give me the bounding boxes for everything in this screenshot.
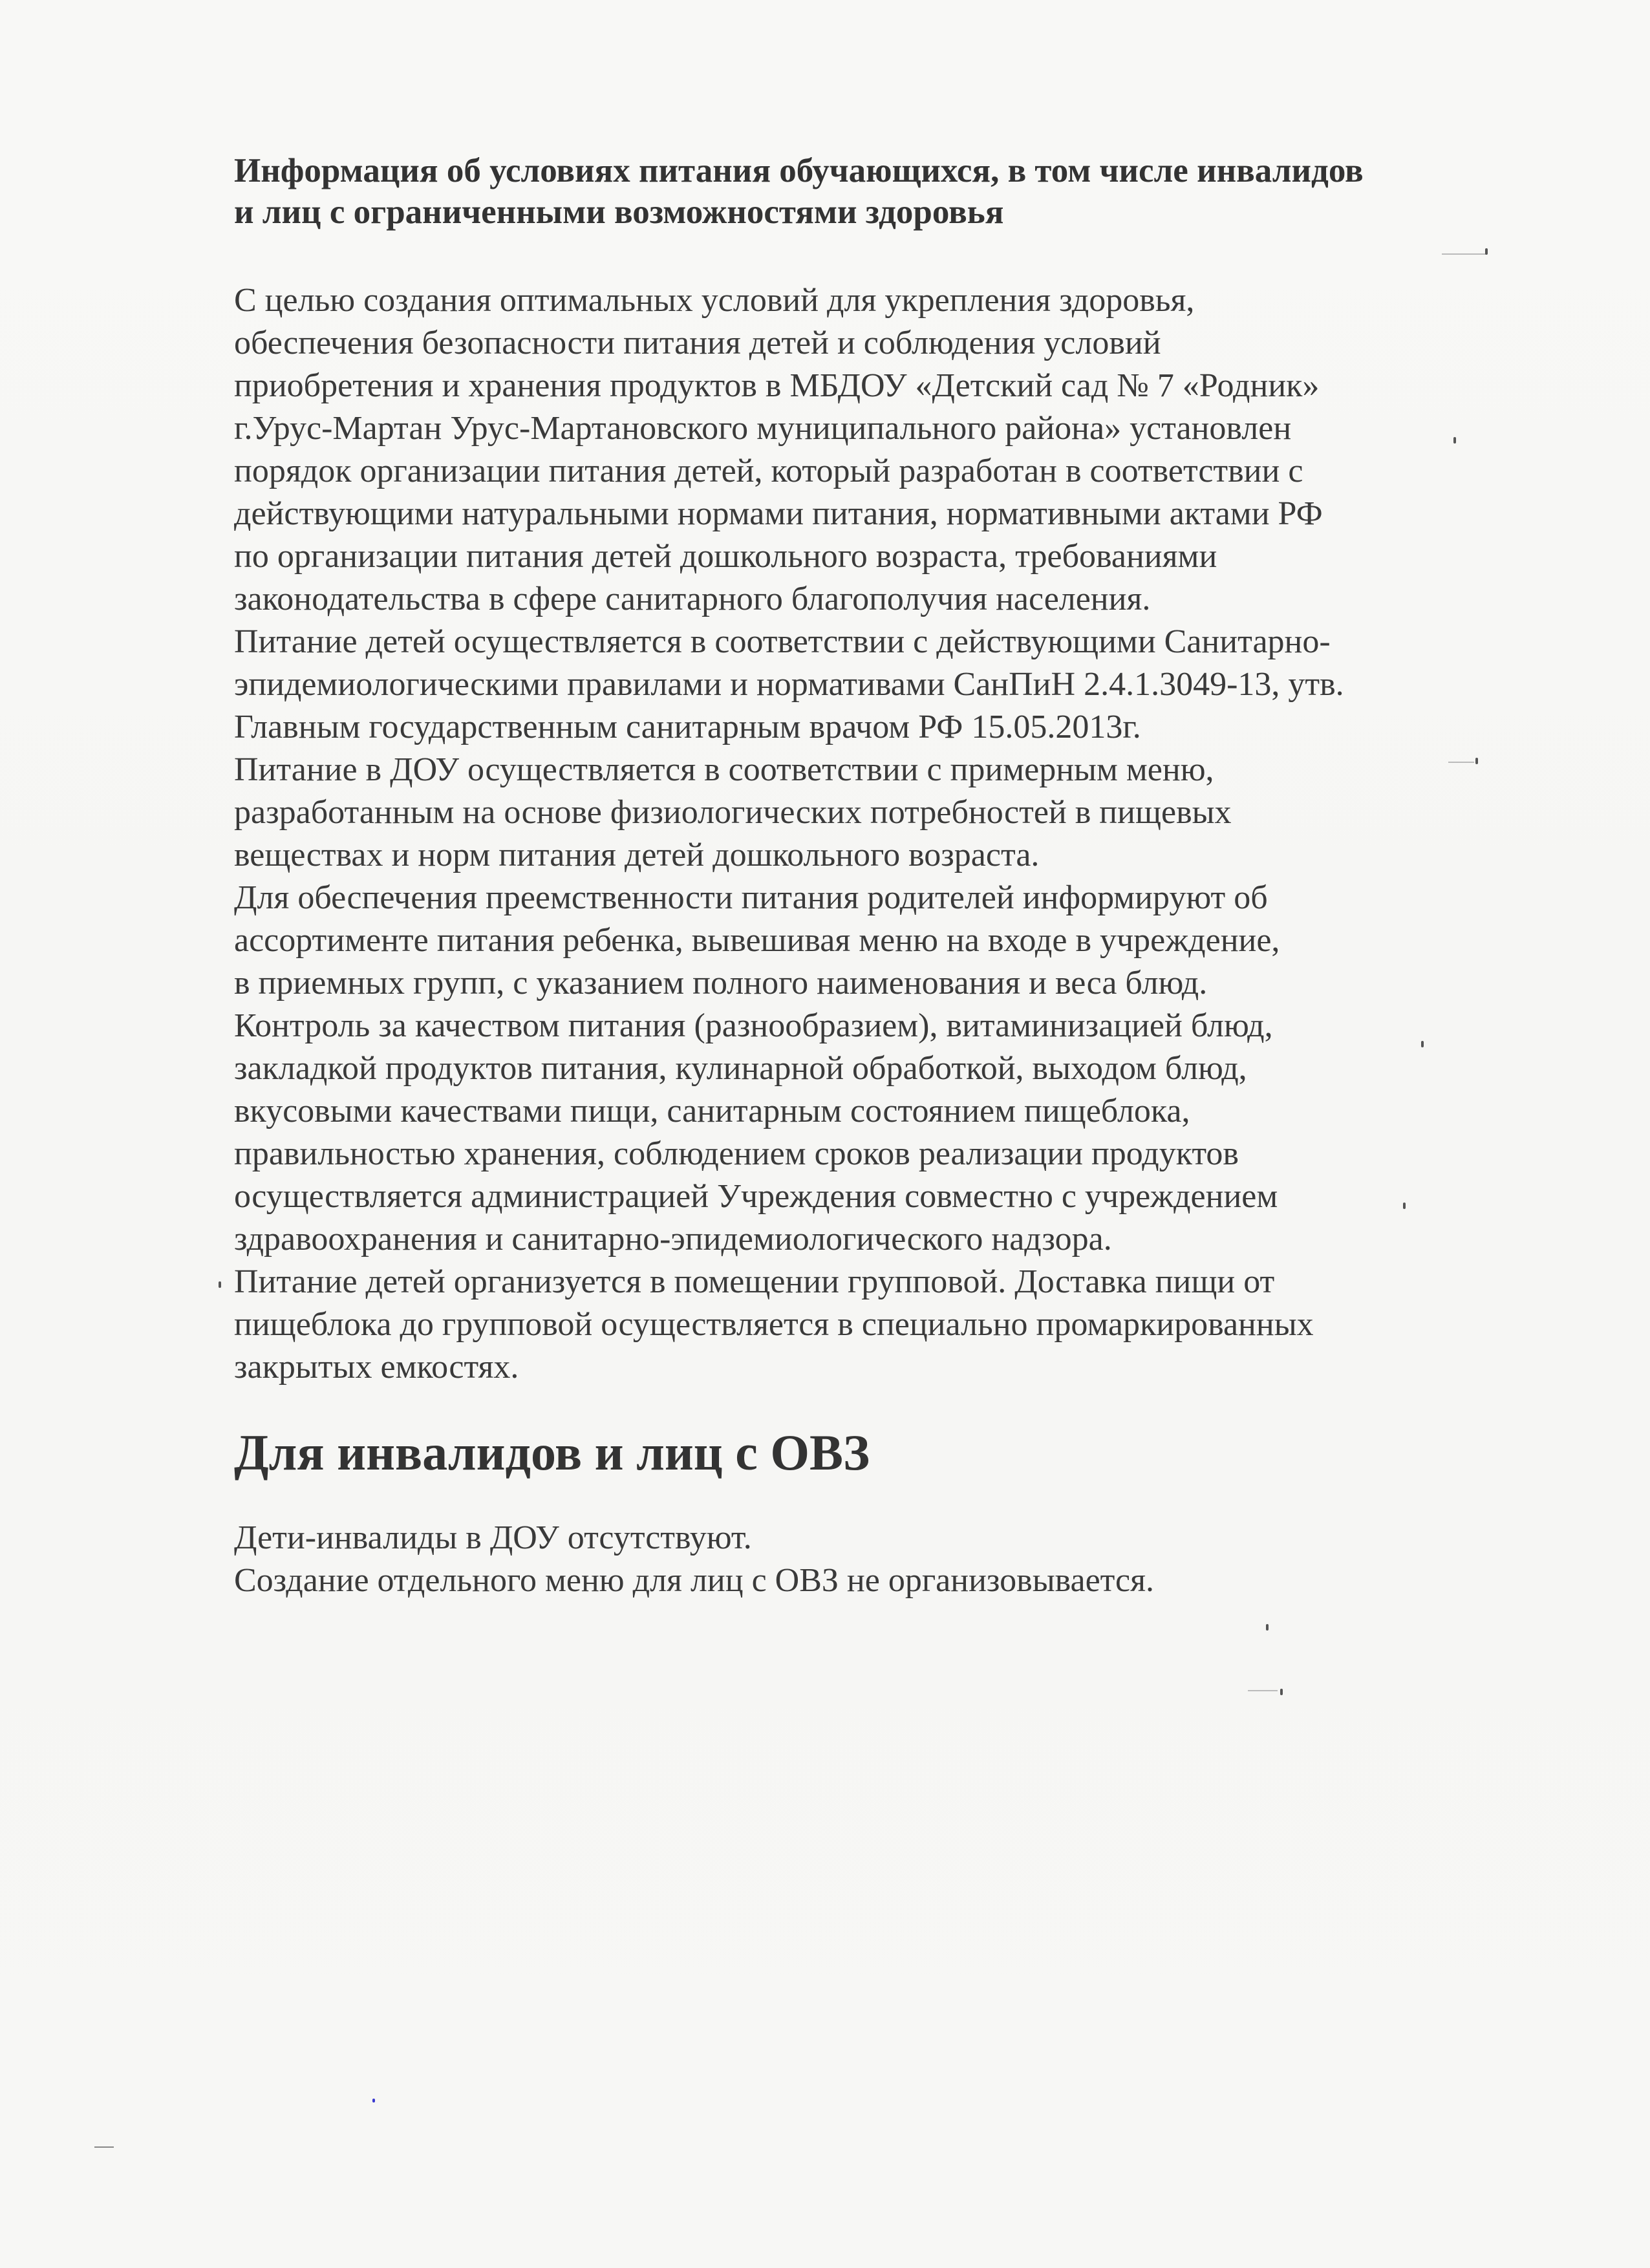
body-line: действующими натуральными нормами питания, нормативными актами РФ: [234, 495, 1323, 532]
section-paragraphs: [234, 1517, 1547, 1602]
body-line: Контроль за качеством питания (разнообразием), витаминизацией блюд,: [234, 1007, 1273, 1044]
body-line: закладкой продуктов питания, кулинарной обработкой, выходом блюд,: [234, 1050, 1247, 1087]
scan-artifact: [219, 1281, 221, 1288]
body-line: здравоохранения и санитарно-эпидемиологического надзора.: [234, 1221, 1112, 1257]
body-line: правильностью хранения, соблюдением сроков реализации продуктов: [234, 1135, 1239, 1172]
scan-artifact: [1248, 1690, 1278, 1691]
body-line: порядок организации питания детей, который разработан в соответствии с: [234, 453, 1303, 489]
title-line: Информация об условиях питания обучающихся, в том числе инвалидов: [234, 152, 1364, 189]
body-line: ассортименте питания ребенка, вывешивая меню на входе в учреждение,: [234, 922, 1280, 959]
body-line: обеспечения безопасности питания детей и соблюдения условий: [234, 325, 1161, 361]
body-line: закрытых емкостях.: [234, 1349, 519, 1385]
section-heading-text: Для инвалидов и лиц с ОВЗ: [234, 1424, 870, 1481]
body-line: разработанным на основе физиологических потребностей в пищевых: [234, 794, 1232, 831]
body-line: осуществляется администрацией Учреждения совместно с учреждением: [234, 1178, 1278, 1215]
spacer: [234, 233, 1547, 279]
document-title: [234, 150, 1547, 233]
section-heading: [234, 1424, 1547, 1481]
body-line: Главным государственным санитарным врачом РФ 15.05.2013г.: [234, 709, 1141, 745]
body-paragraphs: [234, 279, 1547, 1389]
body-line: С целью создания оптимальных условий для укрепления здоровья,: [234, 282, 1195, 319]
body-line: г.Урус-Мартан Урус-Мартановского муниципального района» установлен: [234, 410, 1292, 447]
body-line: в приемных групп, с указанием полного наименования и веса блюд.: [234, 965, 1208, 1001]
body-line: Питание детей осуществляется в соответствии с действующими Санитарно-: [234, 623, 1331, 660]
section-line: Создание отдельного меню для лиц с ОВЗ не организовывается.: [234, 1562, 1155, 1599]
body-line: Питание в ДОУ осуществляется в соответствии с примерным меню,: [234, 751, 1214, 788]
scan-artifact: [1266, 1624, 1269, 1631]
scan-artifact: [94, 2146, 114, 2148]
body-line: пищеблока до групповой осуществляется в специально промаркированных: [234, 1306, 1314, 1343]
body-line: Для обеспечения преемственности питания родителей информируют об: [234, 879, 1268, 916]
body-line: вкусовыми качествами пищи, санитарным состоянием пищеблока,: [234, 1093, 1190, 1129]
body-line: приобретения и хранения продуктов в МБДОУ «Детский сад № 7 «Родник»: [234, 367, 1320, 404]
scan-artifact: [372, 2099, 375, 2102]
body-line: эпидемиологическими правилами и нормативами СанПиН 2.4.1.3049-13, утв.: [234, 666, 1344, 703]
body-line: Питание детей организуется в помещении групповой. Доставка пищи от: [234, 1263, 1275, 1300]
body-line: по организации питания детей дошкольного возраста, требованиями: [234, 538, 1217, 575]
section-line: Дети-инвалиды в ДОУ отсутствуют.: [234, 1519, 752, 1556]
title-line: и лиц с ограниченными возможностями здоровья: [234, 193, 1004, 231]
body-line: законодательства в сфере санитарного благополучия населения.: [234, 581, 1151, 617]
scan-artifact: [1280, 1689, 1283, 1695]
body-line: веществах и норм питания детей дошкольного возраста.: [234, 837, 1040, 873]
document-body: [234, 150, 1547, 1602]
